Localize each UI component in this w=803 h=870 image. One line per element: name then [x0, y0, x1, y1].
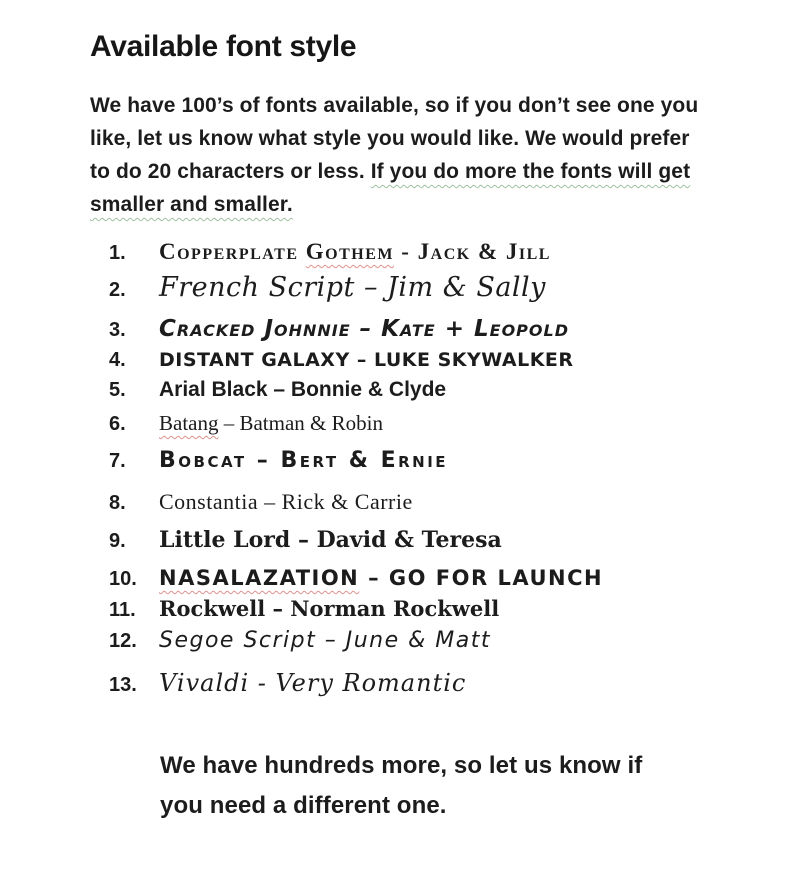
- closing-line: you need a different one.: [160, 792, 447, 819]
- font-list-item: [90, 563, 708, 594]
- text-segment: Constantia – Rick & Carrie: [159, 489, 413, 514]
- font-sample-text: [159, 563, 708, 593]
- text-segment: Segoe Script – June & Matt: [159, 628, 492, 653]
- text-segment: – GO FOR LAUNCH: [359, 566, 604, 590]
- text-segment: Little Lord – David & Teresa: [159, 527, 502, 553]
- text-segment: DISTANT GALAXY – LUKE SKYWALKER: [159, 349, 574, 371]
- list-number: 4.: [109, 349, 126, 371]
- text-segment: Arial Black – Bonnie & Clyde: [159, 378, 447, 401]
- text-segment: - Jack & Jill: [393, 239, 551, 264]
- text-segment: NASALAZATION: [159, 566, 360, 590]
- list-number: 13.: [109, 674, 137, 696]
- intro-line: [90, 188, 712, 221]
- font-list-item: [90, 668, 708, 700]
- font-list-item: [90, 487, 708, 518]
- text-segment: smaller and smaller.: [90, 193, 293, 216]
- intro-line: [90, 122, 712, 155]
- closing-paragraph: [160, 746, 708, 826]
- list-number: 10.: [109, 568, 137, 590]
- text-segment: We have 100’s of fonts available, so if you don’t see one you: [90, 94, 699, 117]
- font-list-item: [90, 594, 708, 625]
- text-segment: Gothem: [305, 239, 394, 264]
- font-sample-text: [159, 375, 708, 405]
- font-list-item: [90, 314, 708, 345]
- font-list-item: [90, 237, 708, 268]
- font-list-item: [90, 525, 708, 556]
- font-sample-text: [159, 446, 708, 476]
- font-list-item: [90, 375, 708, 405]
- text-segment: Vivaldi - Very Romantic: [159, 669, 467, 697]
- font-list-item: [90, 345, 708, 375]
- font-sample-text: [159, 273, 708, 303]
- font-sample-text: [159, 487, 708, 517]
- list-number: 6.: [109, 413, 126, 435]
- text-segment: Rockwell – Norman Rockwell: [159, 596, 500, 621]
- font-sample-text: [159, 345, 708, 375]
- text-segment: – Batman & Robin: [218, 411, 383, 435]
- text-segment: to do 20 characters or less.: [90, 160, 371, 183]
- font-sample-text: [159, 237, 708, 267]
- text-segment: Cracked Johnnie – Kate + Leopold: [159, 316, 569, 342]
- text-segment: French Script – Jim & Sally: [159, 272, 546, 303]
- text-segment: If you do more the fonts will get: [370, 160, 691, 183]
- font-list-item: [90, 626, 708, 656]
- text-segment: like, let us know what style you would like. We would prefer: [90, 127, 690, 150]
- list-number: 11.: [109, 599, 136, 621]
- intro-paragraph: [90, 89, 712, 221]
- font-sample-text: [159, 594, 708, 624]
- list-number: 12.: [109, 630, 137, 652]
- list-number: 3.: [109, 319, 126, 341]
- font-sample-text: [159, 626, 708, 656]
- font-sample-text: [159, 525, 708, 555]
- list-number: 2.: [109, 279, 126, 301]
- font-list-item: [90, 408, 708, 439]
- text-segment: Bobcat – Bert & Ernie: [159, 448, 449, 473]
- text-segment: Batang: [159, 411, 219, 435]
- font-list: [90, 237, 708, 700]
- font-sample-text: [159, 668, 708, 698]
- font-list-item: [90, 446, 708, 476]
- list-number: 7.: [109, 450, 126, 472]
- intro-line: [90, 89, 712, 122]
- list-number: 5.: [109, 379, 126, 401]
- list-number: 9.: [109, 530, 126, 552]
- list-number: 8.: [109, 492, 126, 514]
- page-title: Available font style: [90, 30, 357, 63]
- closing-line: We have hundreds more, so let us know if: [160, 752, 643, 779]
- text-segment: Copperplate: [159, 239, 306, 264]
- font-sample-text: [159, 408, 708, 438]
- list-number: 1.: [109, 242, 126, 264]
- intro-line: [90, 155, 712, 188]
- font-sample-text: [159, 314, 708, 344]
- font-list-item: [90, 273, 708, 305]
